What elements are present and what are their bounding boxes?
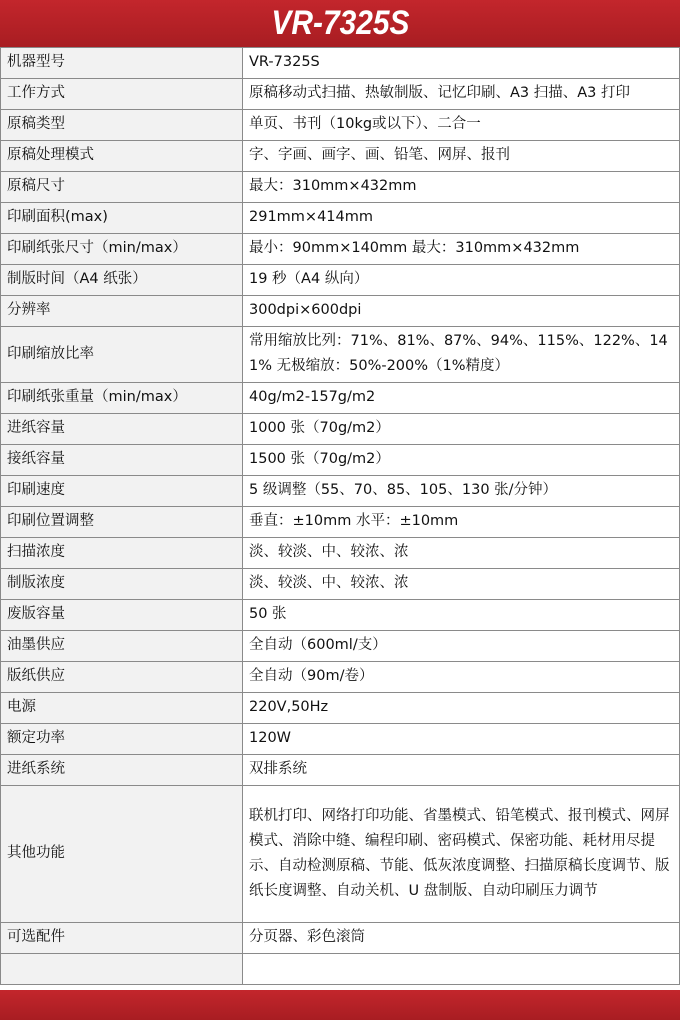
- spec-value: 19 秒（A4 纵向）: [243, 265, 680, 296]
- table-row: [1, 110, 680, 141]
- spec-value: [243, 954, 680, 985]
- spec-value: 最小：90mm×140mm 最大：310mm×432mm: [243, 234, 680, 265]
- spec-value: 常用缩放比列：71%、81%、87%、94%、115%、122%、141% 无极缩放：50%-200%（1%精度）: [243, 327, 680, 383]
- spec-label: 废版容量: [1, 600, 243, 631]
- spec-table: [0, 47, 680, 985]
- table-row: [1, 79, 680, 110]
- table-row: [1, 141, 680, 172]
- spec-label: 印刷缩放比率: [1, 327, 243, 383]
- footer-banner: [0, 990, 680, 1020]
- spec-value: 5 级调整（55、70、85、105、130 张/分钟）: [243, 476, 680, 507]
- spec-label: 原稿尺寸: [1, 172, 243, 203]
- spec-label: 制版时间（A4 纸张）: [1, 265, 243, 296]
- spec-label: 原稿类型: [1, 110, 243, 141]
- spec-value: 单页、书刊（10kg或以下）、二合一: [243, 110, 680, 141]
- spec-value: VR-7325S: [243, 48, 680, 79]
- table-row: [1, 414, 680, 445]
- spec-value: 291mm×414mm: [243, 203, 680, 234]
- table-row: [1, 923, 680, 954]
- spec-label: 原稿处理模式: [1, 141, 243, 172]
- table-row: [1, 786, 680, 923]
- table-row: [1, 476, 680, 507]
- spec-value: 全自动（600ml/支）: [243, 631, 680, 662]
- table-row: [1, 48, 680, 79]
- spec-value: 220V,50Hz: [243, 693, 680, 724]
- spec-label: 额定功率: [1, 724, 243, 755]
- spec-value: 1000 张（70g/m2）: [243, 414, 680, 445]
- table-row: [1, 724, 680, 755]
- spec-value: 原稿移动式扫描、热敏制版、记忆印刷、A3 扫描、A3 打印: [243, 79, 680, 110]
- spec-label: 接纸容量: [1, 445, 243, 476]
- table-row: [1, 600, 680, 631]
- page-title: VR-7325S: [270, 4, 410, 42]
- spec-value: 垂直：±10mm 水平：±10mm: [243, 507, 680, 538]
- spec-value: 全自动（90m/卷）: [243, 662, 680, 693]
- table-row: [1, 954, 680, 985]
- table-row: [1, 445, 680, 476]
- table-row: [1, 755, 680, 786]
- table-row: [1, 383, 680, 414]
- spec-label: 机器型号: [1, 48, 243, 79]
- spec-value: 1500 张（70g/m2）: [243, 445, 680, 476]
- spec-label: 印刷纸张重量（min/max）: [1, 383, 243, 414]
- spec-label: 印刷速度: [1, 476, 243, 507]
- spec-value: 最大：310mm×432mm: [243, 172, 680, 203]
- spec-value: 300dpi×600dpi: [243, 296, 680, 327]
- table-row: [1, 203, 680, 234]
- table-row: [1, 296, 680, 327]
- spec-value: 分页器、彩色滚筒: [243, 923, 680, 954]
- spec-value: 淡、较淡、中、较浓、浓: [243, 538, 680, 569]
- spec-label: 可选配件: [1, 923, 243, 954]
- spec-label: 扫描浓度: [1, 538, 243, 569]
- spec-label: 分辨率: [1, 296, 243, 327]
- spec-label: 电源: [1, 693, 243, 724]
- title-banner: [0, 0, 680, 47]
- table-row: [1, 265, 680, 296]
- table-row: [1, 327, 680, 383]
- table-row: [1, 693, 680, 724]
- spec-label: 制版浓度: [1, 569, 243, 600]
- spec-value: 字、字画、画字、画、铅笔、网屏、报刊: [243, 141, 680, 172]
- spec-value: 40g/m2-157g/m2: [243, 383, 680, 414]
- table-row: [1, 631, 680, 662]
- table-row: [1, 538, 680, 569]
- spec-value: 淡、较淡、中、较浓、浓: [243, 569, 680, 600]
- spec-label: 工作方式: [1, 79, 243, 110]
- spec-label: 进纸容量: [1, 414, 243, 445]
- spec-label: 版纸供应: [1, 662, 243, 693]
- spec-value: 50 张: [243, 600, 680, 631]
- table-row: [1, 662, 680, 693]
- spec-value: 120W: [243, 724, 680, 755]
- spec-label: 印刷位置调整: [1, 507, 243, 538]
- spec-label: 其他功能: [1, 786, 243, 923]
- spec-label: 印刷纸张尺寸（min/max）: [1, 234, 243, 265]
- table-row: [1, 172, 680, 203]
- spec-label: 进纸系统: [1, 755, 243, 786]
- spec-value: 联机打印、网络打印功能、省墨模式、铅笔模式、报刊模式、网屏模式、消除中缝、编程印刷、密码模式、保密功能、耗材用尽提示、自动检测原稿、节能、低灰浓度调整、扫描原稿长度调节、版纸长度调整、自动关机、U 盘制版、自动印刷压力调节: [243, 786, 680, 923]
- table-row: [1, 234, 680, 265]
- spec-label: 油墨供应: [1, 631, 243, 662]
- spec-value: 双排系统: [243, 755, 680, 786]
- spec-label: 印刷面积(max): [1, 203, 243, 234]
- table-row: [1, 507, 680, 538]
- spec-label: [1, 954, 243, 985]
- table-row: [1, 569, 680, 600]
